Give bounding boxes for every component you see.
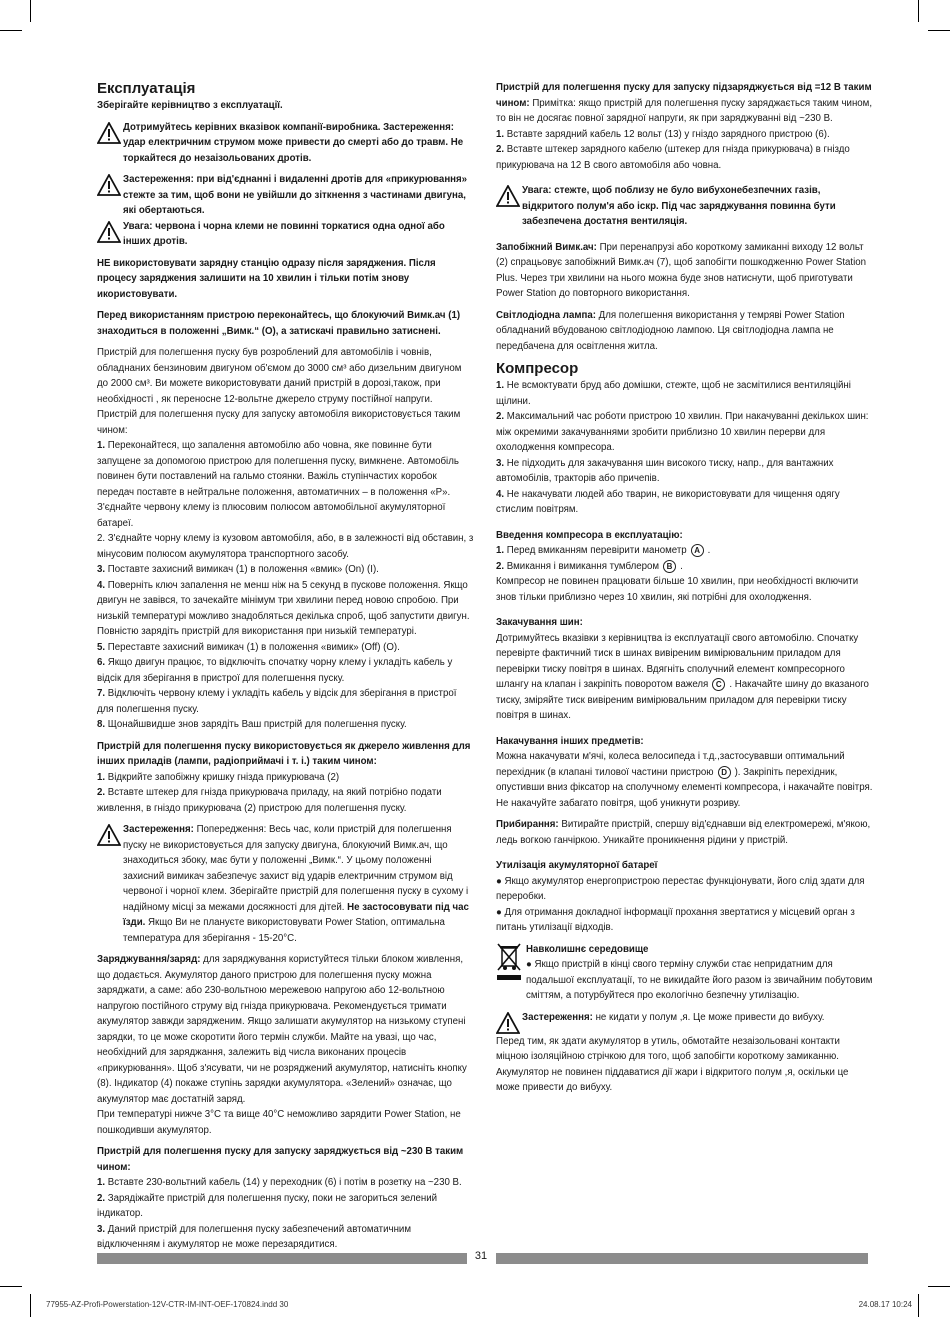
left-column <box>97 80 475 1253</box>
warning-block <box>97 822 475 946</box>
bold-heading: Пристрій для полегшення пуску використовується як джерело живлення для інших приладів (лампи, радіоприймачі і т. і.) таким чином: <box>97 740 471 767</box>
step-number: 2. <box>496 411 505 422</box>
warning-text: Увага: червона і чорна клеми не повинні торкатися одна одної або інших дротів. <box>123 220 445 247</box>
warning-icon <box>97 221 121 243</box>
file-name: 77955-AZ-Profi-Powerstation-12V-CTR-IM-INT-OEF-170824.indd 30 <box>46 1300 289 1309</box>
inline-heading: Пристрій для полегшення пуску для запуску підзаряджується від =12 В таким чином: <box>496 82 872 109</box>
paragraph <box>496 308 874 355</box>
step-number: 3. <box>97 564 106 575</box>
step-text: Якщо двигун працює, то відключіть спочатку чорну клему і укладіть кабель у відсік для зберігання в пристрої для полегшення пуску. <box>97 657 453 684</box>
warning-block <box>496 183 874 230</box>
bold-notice: НЕ використовувати зарядну станцію одразу після заряджения. Після процесу заряджения залишити на 10 хвилин і тільки потім знову икористовувати. <box>97 257 436 300</box>
callout-c-icon: C <box>712 678 725 691</box>
step-number: 1. <box>97 440 106 451</box>
subtitle: Зберігайте керівництво з експлуатації. <box>97 100 283 111</box>
step <box>97 1222 475 1253</box>
section-title: Компресор <box>496 360 579 377</box>
step-text: Вставте штекер зарядного кабелю (штекер для гнізда прикурювача) в гніздо прикурювача на 12 В свого автомобіля або човна. <box>496 144 850 171</box>
step-text: 2. З'єднайте чорну клему із кузовом автомобіля, або, в в залежності від обставин, з мінусовим полюсом акумулятора транспортного засобу. <box>97 533 474 560</box>
callout-a-icon: A <box>691 544 704 557</box>
step <box>496 378 874 409</box>
warning-icon <box>496 1012 520 1034</box>
paragraph: Пристрій для полегшення пуску був розроблений для автомобілів і човнів, обладнаних бензиновим двигуном об'ємом до 3000 см³ або дизельним двигуном до 2000 см³. Ви можете використовувати даний пристрій в дорозі,також, при необхідності , як переносне 12-вольтне джерело струму постійної напруги. <box>97 347 462 405</box>
step-number: 3. <box>496 457 505 469</box>
paragraph <box>496 817 874 848</box>
warning-text: Застереження: при від'єднанні і видаленні дротів для «прикурювання» стежте за тим, щоб вони не увійшли до зіткнення з частинами двигуна, які обертаються. <box>123 174 468 216</box>
section-title: Експлуатація <box>97 80 196 97</box>
punct: . <box>707 545 711 556</box>
paragraph-text: для заряджування користуйтеся тільки блоком живлення, що додається. Акумулятор даного пристрою для полегшення пуску можна заряджати, а саме: або 230-вольтною мережевою напругою або 12-вольтною напругою постійного струму від гнізда прикурювача. Рекомендується тримати акумулятор завжди зарядженим. Якщо залишати акумулятор на низькому ступені зарядки, то це може скоротити його термін служби. Майте на увазі, що час, необхідний для заряджання, залежить від числа виконаних процесів «прикурювання». Щоб з'ясувати, чи не розряджений акумулятор, натисніть кнопку (8). Індикатор (4) покаже ступінь зарядки акумулятора. «Зелений» означає, що акумулятор має достатній заряд. <box>97 954 467 1105</box>
inline-heading: Запобіжний Вимк.ач: <box>496 241 597 253</box>
paragraph: Компресор не повинен працювати більше 10 хвилин, при необхідності включити знов тільки приблизно через 10 хвилин, які потрібні для охолодження. <box>496 576 859 603</box>
step-number: 1. <box>496 545 505 556</box>
step-text: Вмикання і вимикання тумблером <box>504 560 660 572</box>
step-text: Не підходить для закачування шин високого тиску, напр., для вантажних автомобілів, тракторів або причепів. <box>496 457 834 484</box>
right-column <box>496 80 874 1096</box>
bold-heading: Введення компресора в експлуатацію: <box>496 529 683 541</box>
step-text: Відкрийте запобіжну кришку гнізда прикурювача (2) <box>105 771 340 783</box>
step-text: Щонайшвидше знов зарядіть Ваш пристрій для полегшення пуску. <box>105 719 407 730</box>
warning-block <box>97 172 475 219</box>
step-text: Вставте зарядний кабель 12 вольт (13) у гніздо зарядного пристрою (6). <box>504 128 830 140</box>
warning-icon <box>97 122 121 144</box>
paragraph <box>496 80 874 127</box>
bullet-item: ● Якщо акумулятор енергопристрою перестає функціонувати, його слід здати для переробки. <box>496 875 865 902</box>
step-number: 2. <box>496 560 505 572</box>
step <box>496 487 874 518</box>
footer-bar-left <box>97 1253 467 1264</box>
step-text: Відключіть червону клему і укладіть кабель у відсік для зберігання в пристрої для полегшення пуску. <box>97 688 457 715</box>
step <box>97 785 475 816</box>
bullet-item: ● Якщо пристрій в кінці свого терміну служби стає непридатним для подальшої експлуатації, то не викидайте його разом із звичайним побутовим сміттям, а потурбуйтеся про екологічно безпечну утилізацію. <box>526 959 873 1001</box>
step-text: Не всмоктувати бруд або домішки, стежте, щоб не засмітилися вентиляційні щілини. <box>496 380 851 407</box>
step-text: Переконайтеся, що запалення автомобілю або човна, яке повинне бути запущене за допомогою пристрою для полегшення пуску, вимкнене. Автомобіль повинен бути поставлений на гальмо стоянки. Важіль ступінчастих коробок передач поставте в нейтральне положення, автоматичних – в положення «P». <box>97 440 459 498</box>
warning-block <box>496 1010 874 1034</box>
paragraph: Пристрій для полегшення пуску для запуску автомобіля використовується таким чином: <box>97 409 461 436</box>
step-text: Не накачувати людей або тварин, не використовувати для чищення одягу стислим повітрям. <box>496 488 840 515</box>
paragraph-text: ). Закріпіть перехідник, опустивши вниз фіксатор на сполучному елементі компресора, і накачайте повітря. Не накачуйте забагато повітря, щоб уникнути розриву. <box>496 766 873 809</box>
step <box>496 543 874 559</box>
warning-body: не кидати у полум ,я. Це може привести до вибуху. <box>592 1011 825 1023</box>
step-number: 2. <box>97 1192 106 1204</box>
warning-text <box>522 1010 874 1026</box>
warning-text <box>123 822 475 946</box>
print-date: 24.08.17 10:24 <box>858 1300 912 1309</box>
callout-b-icon: B <box>663 560 676 573</box>
warning-label: Застереження: <box>123 824 194 835</box>
inline-heading: Світлодіодна лампа: <box>496 309 596 321</box>
step-number: 1. <box>97 771 106 783</box>
step-text: Поверніть ключ запалення не менш ніж на 5 секунд в пускове положення. Якщо двигун не завівся, то зачекайте мінімум три хвилини перед новою спробою. При низькій температурі можливо знадобляться декілька спроб, щоб запустити двигун. Повністю зарядіть пристрій для використання при низькій температурі. <box>97 579 470 637</box>
step-number: 6. <box>97 657 106 668</box>
crop-mark <box>30 0 31 22</box>
paragraph-text: При перенапрузі або короткому замиканні виходу 12 вольт (2) спрацьовує запобіжний Вимк.ач (7), щоб запобігти пошкодженню Power Station Plus. Через три хвилини на нього можна буде знов натиснути, щоб приготувати Power Station до повторного використання. <box>496 241 867 299</box>
step-number: 2. <box>496 144 505 155</box>
crop-mark <box>928 30 950 31</box>
step-number: 4. <box>97 579 106 591</box>
step-number: 3. <box>97 1223 106 1235</box>
step <box>97 1191 475 1222</box>
warning-icon <box>97 824 121 846</box>
paragraph-text: Дотримуйтесь вказівки з керівництва із експлуатації свого автомобілю. Спочатку перевірте фактичний тиск в шинах вивіреним вимірювальним приладом для перевірки тиску повітря в шинах. Вдягніть сполучний елемент компресорного шлангу на клапан і закріпіть поворотом важеля <box>496 632 859 690</box>
bold-notice: Перед використанням пристрою переконайтесь, що блокуючий Вимк.ач (1) знаходиться в положенні „Вимк.“ (O), а затискачі правильно затиснені. <box>97 310 461 337</box>
warning-text: Увага: стежте, щоб поблизу не було вибухонебезпечних газів, відкритого полум'я або іскр. Під час заряджування повинна бути забезпечена достатня вентиляція. <box>522 185 836 227</box>
step-text: Поставте захисний вимикач (1) в положення «вмик» (On) (I). <box>105 564 379 575</box>
crop-mark <box>918 1294 919 1317</box>
warning-body: Якщо Ви не плануєте використовувати Power Station, оптимальна температура для зберігання - 15-20°С. <box>123 917 445 944</box>
inline-heading: Заряджування/заряд: <box>97 954 201 965</box>
step <box>97 717 475 733</box>
inline-heading: Прибирання: <box>496 819 559 830</box>
paragraph-text: Витирайте пристрій, спершу від'єднавши від електромережі, м'якою, ледь вогкою ганчіркою. Уникайте проникнення рідини у пристрій. <box>496 819 871 846</box>
step-text: Вставте штекер для гнізда прикурювача приладу, на який потрібно подати живлення, в гніздо прикурювача (2) пристрою для полегшення пуску. <box>97 787 442 814</box>
paragraph <box>496 631 874 724</box>
bold-heading: Пристрій для полегшення пуску для запуску заряджується від ~230 В таким чином: <box>97 1146 464 1173</box>
step <box>97 1175 475 1191</box>
environment-block <box>496 942 874 1004</box>
paragraph: При температурі нижче 3°С та вище 40°С неможливо зарядити Power Station, не пошкодивши акумулятор. <box>97 1109 461 1136</box>
step <box>496 409 874 456</box>
warning-label: Застереження: <box>522 1011 593 1023</box>
crop-mark <box>928 1286 950 1287</box>
step <box>97 438 475 500</box>
bold-heading: Накачування інших предметів: <box>496 735 644 747</box>
paragraph-text: Для полегшення використання у темряві Power Station обладнаний вбудованою світлодіодною лампою. Ця світлодіодна лампа не передбачена для освітлення житла. <box>496 309 845 352</box>
step <box>97 578 475 640</box>
bold-heading: Утилізація акумуляторної батареї <box>496 860 658 871</box>
crop-mark <box>0 1286 22 1287</box>
step-number: 1. <box>97 1177 106 1188</box>
step-text: Вставте 230-вольтний кабель (14) у переходник (6) і потім в розетку на ~230 В. <box>105 1177 462 1188</box>
crop-mark <box>918 0 919 22</box>
warning-emphasis: Не застосовувати під час їзди. <box>123 901 469 928</box>
step-text: Переставте захисний вимикач (1) в положення «вимик» (Off) (O). <box>105 641 400 653</box>
step <box>496 559 874 575</box>
paragraph <box>496 749 874 811</box>
warning-block <box>97 120 475 167</box>
punct: . <box>680 560 683 572</box>
warning-body: Попередження: Весь час, коли пристрій для полегшення пуску не використовується для запуску двигуна, блокуючий Вимк.ач, що знаходиться збоку, має бути у положенні „Вимк.“. У цьому положенні захисний вимикач забезпечує захист від ударів електричним струмом від червоної і чорної клем. Зберігайте пристрій для полегшення пуску в сухому і надійному місці за межами досяжності для дітей. <box>123 824 469 913</box>
paragraph <box>97 952 475 1107</box>
step <box>496 127 874 143</box>
warning-text: Дотримуйтесь керівних вказівок компанії-виробника. Застереження: удар електричним струмом може привести до смерті або до травм. Не торкайтеся до незаізольованих дротів. <box>123 121 464 164</box>
paragraph-text: . Накачайте шину до вказаного тиску, зміряйте тиск вивіреним вимірювальним приладом для перевірки тиску повітря в шинах. <box>496 679 869 721</box>
step-number: 5. <box>97 641 106 653</box>
warning-block <box>97 219 475 250</box>
step-number: 1. <box>496 128 505 140</box>
crossed-bin-icon <box>496 942 522 982</box>
step-text: Зарядіжайте пристрій для полегшення пуску, поки не загориться зелений індикатор. <box>97 1192 438 1219</box>
bullet-item: ● Для отримання докладної інформації прохання звертатися у місцевий орган з питань утилізації відходів. <box>496 906 855 933</box>
paragraph <box>496 240 874 302</box>
step <box>97 640 475 656</box>
paragraph-text: Можна накачувати м'ячі, колеса велосипеда і т.д.,застосувавши оптимальний перехідник (в клапані тилової частини пристрою <box>496 751 845 778</box>
crop-mark <box>0 30 22 31</box>
step-text: Максимальний час роботи пристрою 10 хвилин. При накачуванні декількох шин: між окремими закачуваннями зробити приблизно 10 хвилин перерви для охолодження компресора. <box>496 411 869 453</box>
step-text: З'єднайте червону клему із плюсовим полюсом автомобільної акумуляторної батареї. <box>97 502 446 529</box>
step-number: 2. <box>97 787 106 798</box>
step <box>97 655 475 686</box>
step-text: Перед вмиканням перевірити манометр <box>504 545 687 556</box>
crop-mark <box>30 1294 31 1317</box>
footer-bar-right <box>496 1253 868 1264</box>
paragraph-text: Примітка: якщо пристрій для полегшення пуску заряджається таким чином, то він не досягає повної зарядної напруги, як при заряджуванні від ~230 В. <box>496 97 873 124</box>
step <box>97 686 475 717</box>
step-number: 1. <box>496 380 505 391</box>
warning-icon <box>97 174 121 196</box>
step <box>496 456 874 487</box>
step <box>97 770 475 786</box>
step <box>496 142 874 173</box>
callout-d-icon: D <box>718 766 731 779</box>
page-number: 31 <box>474 1250 488 1262</box>
bold-heading: Навколишнє середовище <box>526 943 649 955</box>
bold-heading: Закачування шин: <box>496 617 583 628</box>
paragraph: Перед тим, як здати акумулятор в утиль, обмотайте незаізольовані контакти міцною ізоляційною стрічкою для того, щоб запобігти короткому замиканню. Акумулятор не повинен піддаватися дії жари і відкритого полум ,я, оскільки це може привести до вибуху. <box>496 1035 849 1093</box>
step-number: 7. <box>97 688 106 699</box>
step-text: Даний пристрій для полегшення пуску забезпечений автоматичним відключенням і акумулятор не може перезарядитися. <box>97 1223 411 1250</box>
step-number: 4. <box>496 488 505 500</box>
step-number: 8. <box>97 719 106 730</box>
step <box>97 562 475 578</box>
warning-icon <box>496 185 520 207</box>
